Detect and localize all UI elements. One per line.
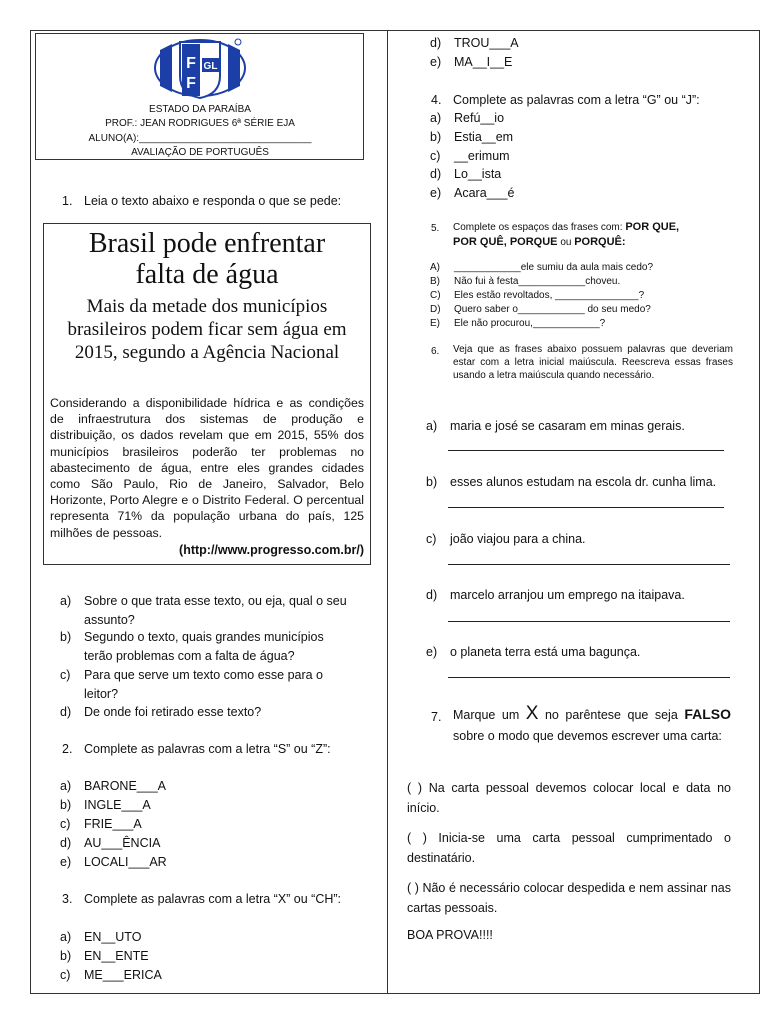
- q4-item-c: [430, 147, 510, 166]
- item-text: AU___ÊNCIA: [84, 836, 161, 850]
- q4-prompt: Complete as palavras com a letra “G” ou “J”:: [453, 93, 700, 107]
- item-label: e): [60, 855, 72, 869]
- item-text: LOCALI___AR: [84, 855, 167, 869]
- q6-prompt: Veja que as frases abaixo possuem palavras que deveriam estar com a letra inicial maiúscula. Reescreva essas frases usando a letra maiúscula quando necessário.: [453, 344, 733, 381]
- item-text: ____________ele sumiu da aula mais cedo?: [454, 262, 654, 273]
- item-text: Eles estão revoltados, _______________?: [454, 290, 645, 301]
- q3-prompt: Complete as palavras com a letra “X” ou “CH”:: [84, 892, 342, 906]
- article-title-line-2: falta de água: [135, 259, 279, 290]
- q2-item-a: [60, 777, 166, 796]
- q7-option-2[interactable]: ( ) Inicia-se uma carta pessoal cumprimentado o destinatário.: [407, 831, 731, 865]
- item-label: c): [60, 817, 71, 831]
- q6-number: 6.: [431, 346, 440, 357]
- item-label: D): [430, 304, 441, 315]
- item-label: e): [430, 55, 442, 69]
- item-text: MA__I__E: [454, 55, 513, 69]
- item-label: b): [426, 475, 438, 489]
- q6-item-b: [426, 473, 716, 492]
- article-subtitle-line-3: 2015, segundo a Agência Nacional: [74, 342, 340, 363]
- item-text: FRIE___A: [84, 817, 142, 831]
- q6-item-e: [426, 643, 640, 662]
- item-text: INGLE___A: [84, 798, 151, 812]
- q7-prompt-text: Marque um: [453, 708, 520, 722]
- item-text: joão viajou para a china.: [450, 532, 586, 546]
- q6-item-a: [426, 417, 685, 436]
- item-label: d): [60, 705, 72, 719]
- q5-item-e: [430, 317, 605, 331]
- q6-item-c: [426, 530, 586, 549]
- item-text: Quero saber o____________ do seu medo?: [454, 304, 651, 315]
- answer-line[interactable]: [448, 621, 730, 622]
- q2-number: 2.: [62, 742, 73, 756]
- item-label: C): [430, 290, 441, 301]
- item-text: De onde foi retirado esse texto?: [84, 705, 262, 719]
- item-text: Ele não procurou,____________?: [454, 318, 606, 329]
- item-label: B): [430, 276, 440, 287]
- answer-line[interactable]: [448, 564, 730, 565]
- q3-item-e: [430, 53, 512, 72]
- q7-prompt-text: sobre o modo que devemos escrever uma carta:: [453, 729, 722, 743]
- item-text: marcelo arranjou um emprego na itaipava.: [450, 588, 685, 602]
- q7-prompt-text: no parêntese que seja: [544, 708, 678, 722]
- item-text: TROU___A: [454, 36, 519, 50]
- q5-item-a: [430, 261, 653, 275]
- q2-prompt: Complete as palavras com a letra “S” ou “Z”:: [84, 742, 331, 756]
- q7-prompt: [453, 703, 731, 747]
- item-label: b): [430, 130, 442, 144]
- item-label: a): [60, 930, 72, 944]
- q1-item-a: [60, 592, 350, 630]
- article-subtitle-line-2: brasileiros podem ficar sem água em: [67, 319, 347, 340]
- q1-item-d: [60, 703, 350, 722]
- q5-item-d: [430, 303, 651, 317]
- q4-number: 4.: [431, 93, 442, 107]
- item-label: d): [426, 588, 438, 602]
- q7-falso: FALSO: [684, 706, 731, 722]
- q5-prompt: [453, 220, 733, 250]
- q7-number: 7.: [431, 710, 442, 724]
- item-text: Lo__ista: [454, 167, 502, 181]
- q3-number: 3.: [62, 892, 73, 906]
- item-text: o planeta terra está uma bagunça.: [450, 645, 641, 659]
- q5-or: ou: [560, 237, 572, 248]
- q6-item-d: [426, 586, 685, 605]
- q1-number: 1.: [62, 194, 73, 208]
- answer-line[interactable]: [448, 677, 730, 678]
- item-label: a): [430, 111, 442, 125]
- article-body: Considerando a disponibilidade hídrica e as condições de infraestrutura dos sistemas de produção e distribuição, os dados revelam que em 2015, 55% dos municípios brasileiros poderão ter problemas no abastecimento de água, entre eles grandes cidades como São Paulo, Rio de Janeiro, Salvador, Belo Horizonte, Porto Alegre e o Distrito Federal. O percentual representa 71% da população urbana do país, 125 milhões de pessoas.: [50, 396, 364, 540]
- header-evaluation: AVALIAÇÃO DE PORTUGUÊS: [131, 147, 269, 158]
- q1-prompt: Leia o texto abaixo e responda o que se pede:: [84, 194, 342, 208]
- q4-item-b: [430, 128, 513, 147]
- item-text: EN__ENTE: [84, 949, 149, 963]
- q5-option-3: PORQUÊ:: [574, 236, 626, 248]
- item-text: Não fui à festa____________choveu.: [454, 276, 621, 287]
- item-text: Sobre o que trata esse texto, ou eja, qual o seu assunto?: [84, 594, 347, 627]
- item-text: Segundo o texto, quais grandes municípios terão problemas com a falta de água?: [84, 630, 324, 663]
- svg-text:F: F: [186, 55, 196, 72]
- item-label: e): [430, 186, 442, 200]
- svg-text:F: F: [186, 75, 196, 92]
- q5-prompt-text: Complete os espaços das frases com:: [453, 222, 623, 233]
- q2-item-b: [60, 796, 151, 815]
- item-text: maria e josé se casaram em minas gerais.: [450, 419, 685, 433]
- q7-option-3[interactable]: ( ) Não é necessário colocar despedida e nem assinar nas cartas pessoais.: [407, 881, 731, 915]
- q2-item-e: [60, 853, 167, 872]
- item-label: c): [426, 532, 437, 546]
- item-label: a): [426, 419, 438, 433]
- item-text: BARONE___A: [84, 779, 166, 793]
- q3-item-a: [60, 928, 141, 947]
- item-label: d): [60, 836, 72, 850]
- item-label: a): [60, 779, 72, 793]
- item-label: d): [430, 167, 442, 181]
- item-text: Acara___é: [454, 186, 515, 200]
- svg-text:GL: GL: [203, 61, 218, 72]
- answer-line[interactable]: [448, 450, 724, 451]
- item-label: e): [426, 645, 438, 659]
- school-logo-icon: [150, 36, 250, 100]
- item-label: b): [60, 630, 72, 644]
- item-text: Refú__io: [454, 111, 505, 125]
- header-state: ESTADO DA PARAÍBA: [149, 104, 251, 115]
- header-teacher: PROF.: JEAN RODRIGUES 6ª SÉRIE EJA: [105, 118, 295, 129]
- article-source: (http://www.progresso.com.br/): [179, 543, 364, 557]
- q4-item-d: [430, 165, 501, 184]
- q4-item-a: [430, 109, 504, 128]
- item-label: d): [430, 36, 442, 50]
- q1-item-c: [60, 666, 350, 704]
- article-subtitle-line-1: Mais da metade dos municípios: [86, 296, 328, 317]
- item-text: esses alunos estudam na escola dr. cunha lima.: [450, 475, 717, 489]
- q5-item-c: [430, 289, 644, 303]
- item-label: A): [430, 262, 440, 273]
- q5-number: 5.: [431, 223, 440, 234]
- q5-option-2: POR QUÊ, PORQUE: [453, 236, 558, 248]
- q2-item-d: [60, 834, 160, 853]
- column-divider: [387, 30, 388, 994]
- q5-item-b: [430, 275, 620, 289]
- x-mark: X: [525, 703, 539, 724]
- article-title-line-1: Brasil pode enfrentar: [88, 228, 326, 259]
- q4-item-e: [430, 184, 514, 203]
- item-text: Para que serve um texto como esse para o leitor?: [84, 668, 324, 701]
- article-box: [43, 223, 371, 565]
- item-text: __erimum: [454, 149, 510, 163]
- q5-option-1: POR QUE,: [625, 221, 680, 233]
- q3-item-b: [60, 947, 149, 966]
- item-text: Estia__em: [454, 130, 514, 144]
- item-label: b): [60, 798, 72, 812]
- answer-line[interactable]: [448, 507, 724, 508]
- item-text: EN__UTO: [84, 930, 142, 944]
- item-label: c): [60, 968, 71, 982]
- header-student-field: ALUNO(A):_______________________________: [88, 133, 312, 144]
- q7-option-1[interactable]: ( ) Na carta pessoal devemos colocar local e data no início.: [407, 781, 731, 815]
- q1-item-b: [60, 628, 350, 666]
- item-label: a): [60, 594, 72, 608]
- item-label: E): [430, 318, 440, 329]
- item-label: c): [430, 149, 441, 163]
- item-label: b): [60, 949, 72, 963]
- q2-item-c: [60, 815, 142, 834]
- q3-item-d: [430, 34, 519, 53]
- item-text: ME___ERICA: [84, 968, 162, 982]
- closing-text: BOA PROVA!!!!: [407, 928, 493, 942]
- q3-item-c: [60, 966, 162, 985]
- item-label: c): [60, 668, 71, 682]
